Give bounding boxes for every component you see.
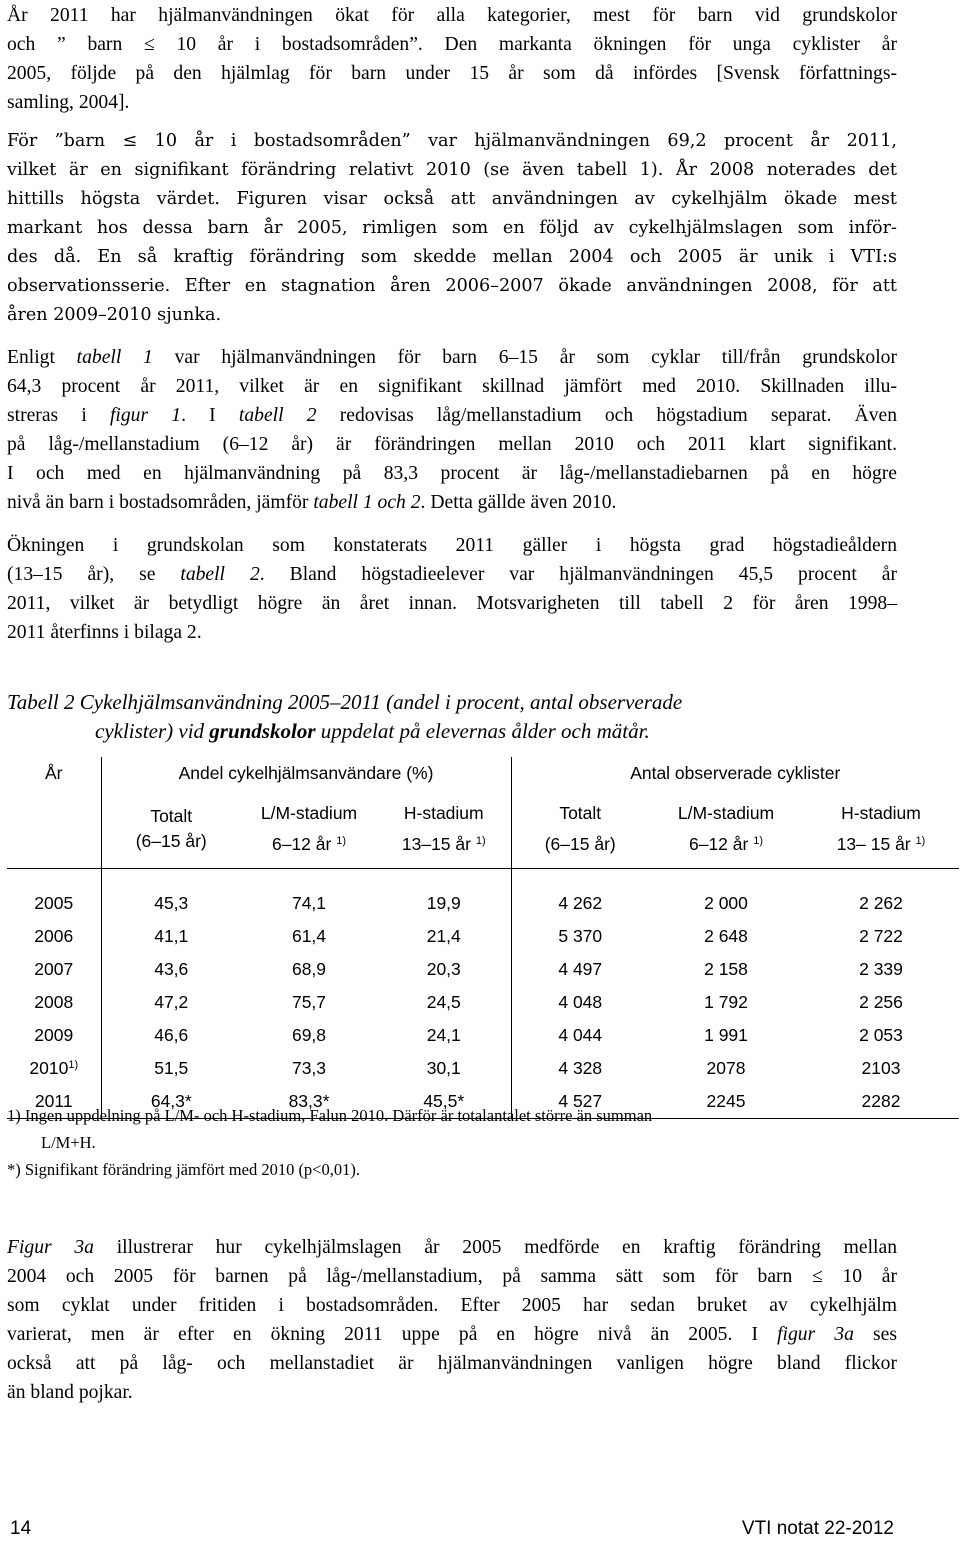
- value-cell: 2 722: [859, 926, 903, 946]
- text-line: än bland pojkar.: [7, 1382, 133, 1403]
- publication-id: VTI notat 22-2012: [741, 1518, 894, 1539]
- year-value: 2009: [34, 1025, 74, 1045]
- year-value: 2006: [34, 926, 74, 946]
- year-cell: [7, 986, 101, 1019]
- subheader-h-share: [377, 790, 511, 868]
- text-line: 2011 återfinns i bilaga 2.: [7, 622, 202, 643]
- text-run: . Detta gällde även 2010.: [420, 492, 617, 513]
- text-line: 2011, vilket är betydligt högre än året innan. Motsvarigheten till tabell 2 för åren 1998–: [7, 593, 897, 614]
- text-line: hittills högsta värdet. Figuren visar också att användningen av cykelhjälm ökade mest: [7, 189, 897, 209]
- text-line: 2005, följde på den hjälmlag för barn under 15 år som då infördes [Svensk författnings-: [7, 63, 897, 84]
- subheader-age: 6–12 år: [688, 833, 749, 854]
- note-1: 1) Ingen uppdelning på L/M- och H-stadium, Falun 2010. Därför är totalantalet större än summan: [7, 1106, 653, 1125]
- year-value: 2011: [34, 1090, 73, 1111]
- year-value: 2008: [34, 992, 74, 1012]
- text-run: streras i: [7, 405, 110, 426]
- value-cell: 4 497: [558, 959, 603, 979]
- value-cell: 19,9: [377, 868, 511, 920]
- figure-reference: figur 3a: [777, 1324, 854, 1345]
- table-row: [7, 920, 959, 953]
- table-reference: tabell 2: [180, 564, 260, 585]
- note-1-continuation: L/M+H.: [41, 1133, 96, 1152]
- table-row: [7, 953, 959, 986]
- text-line: observationsserie. Efter en stagnation åren 2006–2007 ökade användningen 2008, för att: [7, 276, 897, 296]
- figure-reference: figur 1: [109, 405, 182, 426]
- subheader-age: 6–12 år: [271, 833, 332, 854]
- value-cell: 4 048: [558, 992, 603, 1012]
- table-row: [7, 1019, 959, 1052]
- value-cell: 5 370: [558, 926, 603, 946]
- subheader-total-count: [511, 790, 649, 868]
- text-line: [7, 560, 897, 589]
- value-cell: 43,6: [154, 959, 189, 979]
- subheader-line: L/M-stadium: [677, 802, 775, 823]
- year-cell: [7, 920, 101, 953]
- value-cell: 41,1: [154, 926, 189, 946]
- text-run: redovisas låg/mellanstadium och högstadium separat. Även: [316, 405, 897, 426]
- text-run: var hjälmanvändningen för barn 6–15 år som cyklar till/från grundskolor: [152, 347, 897, 368]
- text-line: samling, 2004].: [7, 92, 130, 113]
- text-line: åren 2009–2010 sjunka.: [7, 305, 222, 325]
- text-line: [7, 1320, 897, 1349]
- paragraph-5: [7, 1233, 897, 1407]
- caption-line: Tabell 2 Cykelhjälmsanvändning 2005–2011 (andel i procent, antal observerade: [7, 690, 683, 714]
- text-line: som cyklat under fritiden i bostadsområden. Efter 2005 har sedan bruket av cykelhjälm: [7, 1295, 897, 1316]
- value-cell: 68,9: [291, 959, 327, 979]
- subheader-age: 13–15 år: [401, 833, 471, 854]
- text-line: och ” barn ≤ 10 år i bostadsområden”. Den markanta ökningen för unga cyklister år: [7, 34, 897, 55]
- year-cell: [7, 1052, 101, 1085]
- value-cell: 2 158: [704, 959, 748, 979]
- subheader-h-count: [803, 790, 959, 868]
- paragraph-2: [7, 127, 897, 330]
- caption-line: [7, 717, 682, 746]
- value-cell: 73,3: [291, 1058, 327, 1078]
- text-line: [7, 343, 897, 372]
- value-cell: 21,4: [377, 920, 511, 953]
- subheader-lm-share: [241, 790, 377, 868]
- value-cell: 2 262: [803, 868, 959, 920]
- text-line: För ”barn ≤ 10 år i bostadsområden” var hjälmanvändningen 69,2 procent år 2011,: [7, 131, 897, 151]
- text-line: på låg-/mellanstadium (6–12 år) är förändringen mellan 2010 och 2011 klart signifikant.: [7, 434, 897, 455]
- text-line: vilket är en signifikant förändring relativt 2010 (se även tabell 1). År 2008 noterades det: [7, 160, 897, 180]
- value-cell: 4 044: [558, 1025, 603, 1045]
- table-row: [7, 986, 959, 1019]
- text-run: . Bland högstadieelever var hjälmanvändningen 45,5 procent år: [259, 564, 897, 585]
- subheader-total-share: [101, 790, 241, 868]
- value-cell: 2282: [803, 1085, 959, 1118]
- text-run: cyklister) vid: [95, 719, 210, 743]
- text-run: ses: [853, 1324, 897, 1345]
- value-cell: 2245: [649, 1085, 803, 1118]
- value-cell: 4 262: [511, 868, 649, 920]
- value-cell: 24,5: [377, 986, 511, 1019]
- subheader-lm-count: [649, 790, 803, 868]
- value-cell: 46,6: [154, 1025, 189, 1045]
- page-number: 14: [10, 1518, 32, 1539]
- text-run: varierat, men är efter en ökning 2011 uppe på en högre nivå än 2005. I: [7, 1324, 778, 1345]
- value-cell: 4 527: [511, 1085, 649, 1118]
- value-cell: 75,7: [291, 992, 327, 1012]
- table-row: [7, 1052, 959, 1085]
- value-cell: 83,3*: [241, 1085, 377, 1118]
- subheader-line: [102, 831, 242, 852]
- value-cell: 2103: [861, 1058, 901, 1078]
- subheader-age: (6–15 år): [135, 830, 207, 851]
- value-cell: 45,5*: [377, 1085, 511, 1118]
- subheader-line: L/M-stadium: [260, 802, 358, 823]
- text-line: I och med en hjälmanvändning på 83,3 procent är låg-/mellanstadiebarnen på en högre: [7, 463, 897, 484]
- count-group-header: Antal observerade cyklister: [630, 763, 841, 783]
- value-cell: 45,3: [101, 868, 241, 920]
- table-notes: [7, 1102, 652, 1183]
- text-line: des då. En så kraftig förändring som skedde mellan 2004 och 2005 är unik i VTI:s: [7, 247, 897, 267]
- table-caption: [7, 688, 682, 746]
- value-cell: 2 256: [859, 992, 903, 1012]
- year-value: 2005: [34, 892, 74, 913]
- value-cell: 74,1: [241, 868, 377, 920]
- subheader-line: Totalt: [150, 805, 193, 826]
- subheader-line: [649, 834, 803, 855]
- subheader-line: [241, 834, 377, 855]
- year-header: År: [7, 757, 101, 790]
- text-run: uppdelat på elevernas ålder och mätår.: [315, 719, 650, 743]
- subheader-line: [803, 834, 959, 855]
- empty-cell: [7, 790, 101, 868]
- footnote-marker: 1): [336, 834, 346, 847]
- value-cell: 1 991: [704, 1025, 748, 1045]
- value-cell: 1 792: [704, 992, 748, 1012]
- footnote-marker: 1): [475, 834, 486, 847]
- value-cell: 51,5: [154, 1058, 189, 1078]
- text-run: nivå än barn i bostadsområden, jämför: [7, 492, 314, 513]
- value-cell: 64,3*: [101, 1085, 241, 1118]
- subheader-line: H-stadium: [841, 802, 921, 823]
- text-run: Enligt: [7, 347, 77, 368]
- table-reference: tabell 1 och 2: [313, 492, 421, 513]
- subheader-age: 13– 15 år: [836, 833, 911, 854]
- footnote-marker: 1): [68, 1059, 79, 1071]
- text-line: Ökningen i grundskolan som konstaterats 2011 gäller i högsta grad högstadieåldern: [7, 535, 897, 556]
- year-cell: [7, 953, 101, 986]
- value-cell: 47,2: [154, 992, 189, 1012]
- table-row: [7, 868, 959, 920]
- value-cell: 30,1: [377, 1052, 511, 1085]
- text-line: [7, 488, 897, 517]
- text-line: 2004 och 2005 för barnen på låg-/mellanstadium, på samma sätt som för barn ≤ 10 år: [7, 1266, 897, 1287]
- text-line: 64,3 procent år 2011, vilket är en signifikant skillnad jämfört med 2010. Skillnaden illu-: [7, 376, 897, 397]
- footnote-marker: 1): [753, 834, 763, 847]
- subheader-line: [377, 834, 511, 855]
- year-cell: [7, 1019, 101, 1052]
- value-cell: 4 328: [558, 1058, 603, 1078]
- year-value: 2010: [29, 1058, 69, 1078]
- value-cell: 20,3: [377, 953, 511, 986]
- year-value: 2007: [34, 959, 74, 979]
- paragraph-3: [7, 343, 897, 517]
- paragraph-4: [7, 531, 897, 647]
- value-cell: 24,1: [377, 1019, 511, 1052]
- value-cell: 2 339: [859, 959, 903, 979]
- table-reference: tabell 2: [238, 405, 317, 426]
- text-run: . I: [181, 405, 239, 426]
- subheader-line: H-stadium: [403, 802, 484, 823]
- text-line: också att på låg- och mellanstadiet är hjälmanvändningen vanligen högre bland flickor: [7, 1353, 897, 1374]
- text-line: År 2011 har hjälmanvändningen ökat för alla kategorier, mest för barn vid grundskolor: [7, 5, 897, 26]
- caption-emphasis: grundskolor: [209, 719, 316, 743]
- text-line: [7, 401, 897, 430]
- value-cell: 2 000: [649, 868, 803, 920]
- subheader-age: (6–15 år): [544, 833, 616, 854]
- note-2: *) Signifikant förändring jämfört med 2010 (p<0,01).: [7, 1160, 360, 1179]
- value-cell: 69,8: [291, 1025, 327, 1045]
- value-cell: 2 648: [704, 926, 748, 946]
- text-run: (13–15 år), se: [7, 564, 181, 585]
- table-reference: tabell 1: [76, 347, 153, 368]
- subheader-line: [512, 834, 650, 855]
- paragraph-1: [7, 1, 897, 117]
- share-group-header: Andel cykelhjälmsanvändare (%): [101, 757, 511, 790]
- text-line: markant hos dessa barn år 2005, rimligen som en följd av cykelhjälmslagen som inför-: [7, 218, 897, 238]
- subheader-line: Totalt: [559, 802, 602, 823]
- value-cell: 61,4: [291, 926, 327, 946]
- helmet-usage-table: [7, 757, 959, 1119]
- value-cell: 2 053: [859, 1025, 903, 1045]
- text-line: [7, 1233, 897, 1262]
- year-cell: [7, 868, 101, 920]
- footnote-marker: 1): [915, 834, 926, 847]
- value-cell: 2078: [706, 1058, 746, 1078]
- text-run: illustrerar hur cykelhjälmslagen år 2005 medförde en kraftig förändring mellan: [93, 1237, 897, 1258]
- figure-reference: Figur 3a: [7, 1237, 94, 1258]
